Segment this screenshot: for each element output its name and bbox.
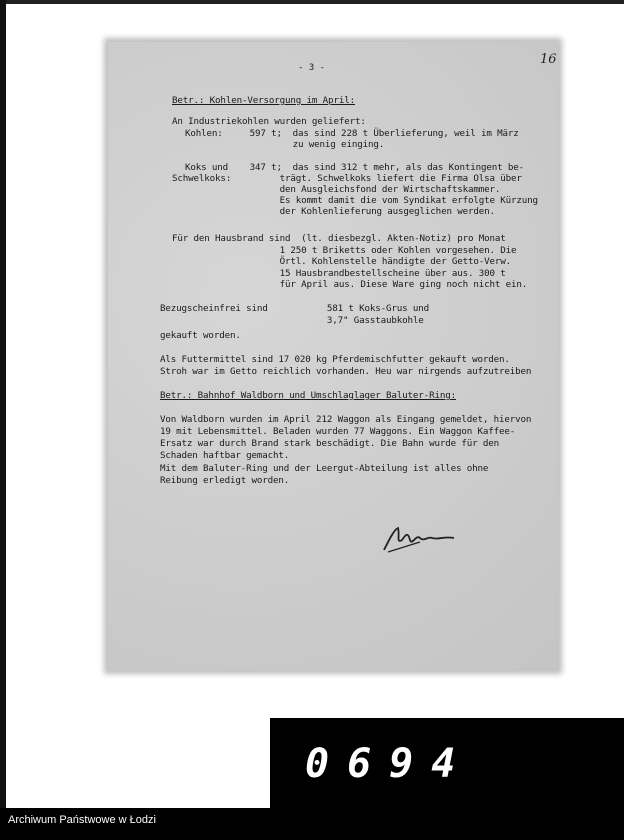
film-edge-top (0, 0, 624, 4)
frame-counter: 0694 (305, 741, 474, 787)
doc-line: Kohlen: 597 t; das sind 228 t Überlieferung, weil im März (185, 128, 519, 139)
doc-line: Stroh war im Getto reichlich vorhanden. Heu war nirgends aufzutreiben (160, 366, 532, 377)
doc-line: der Kohlenlieferung ausgeglichen werden. (172, 206, 495, 217)
doc-line: zu wenig einging. (185, 139, 385, 150)
doc-line: 15 Hausbrandbestellscheine über aus. 300 t (172, 268, 506, 279)
doc-line: Von Waldborn wurden im April 212 Waggon als Eingang gemeldet, hiervon (160, 414, 532, 425)
doc-line: Für den Hausbrand sind (lt. diesbezgl. Akten-Notiz) pro Monat (172, 233, 506, 244)
doc-line: Schaden haftbar gemacht. (160, 450, 290, 461)
handwritten-page-number: 16 (540, 52, 557, 67)
doc-line: Als Futtermittel sind 17 020 kg Pferdemischfutter gekauft worden. (160, 354, 510, 365)
archive-label: Archiwum Państwowe w Łodzi (8, 814, 156, 826)
doc-line: 3,7" Gasstaubkohle (160, 315, 424, 326)
doc-line: An Industriekohlen wurden geliefert: (172, 116, 366, 127)
doc-line: Reibung erledigt worden. (160, 475, 290, 486)
doc-line: für April aus. Diese Ware ging noch nicht ein. (172, 279, 528, 290)
signature (380, 520, 460, 560)
heading-station: Betr.: Bahnhof Waldborn und Umschlaglager Baluter-Ring: (160, 390, 456, 401)
doc-line: Schwelkoks: trägt. Schwelkoks liefert die Firma Olsa über (172, 173, 522, 184)
doc-line: 19 mit Lebensmittel. Beladen wurden 77 Waggons. Ein Waggon Kaffee- (160, 426, 516, 437)
page-marker: - 3 - (298, 62, 325, 73)
heading-coal: Betr.: Kohlen-Versorgung im April: (172, 95, 355, 106)
doc-line: 1 250 t Briketts oder Kohlen vorgesehen. Die (172, 245, 517, 256)
doc-line: den Ausgleichsfond der Wirtschaftskammer. (172, 184, 501, 195)
doc-line: Örtl. Kohlenstelle händigte der Getto-Verw. (172, 256, 512, 267)
doc-line: gekauft worden. (160, 330, 241, 341)
doc-line: Mit dem Baluter-Ring und der Leergut-Abteilung ist alles ohne (160, 463, 489, 474)
doc-line: Ersatz war durch Brand stark beschädigt. Die Bahn wurde für den (160, 438, 500, 449)
doc-line: Koks und 347 t; das sind 312 t mehr, als das Kontingent be- (185, 162, 525, 173)
doc-line: Bezugscheinfrei sind 581 t Koks-Grus und (160, 303, 430, 314)
film-edge-left (0, 0, 6, 840)
doc-line: Es kommt damit die vom Syndikat erfolgte Kürzung (172, 195, 538, 206)
